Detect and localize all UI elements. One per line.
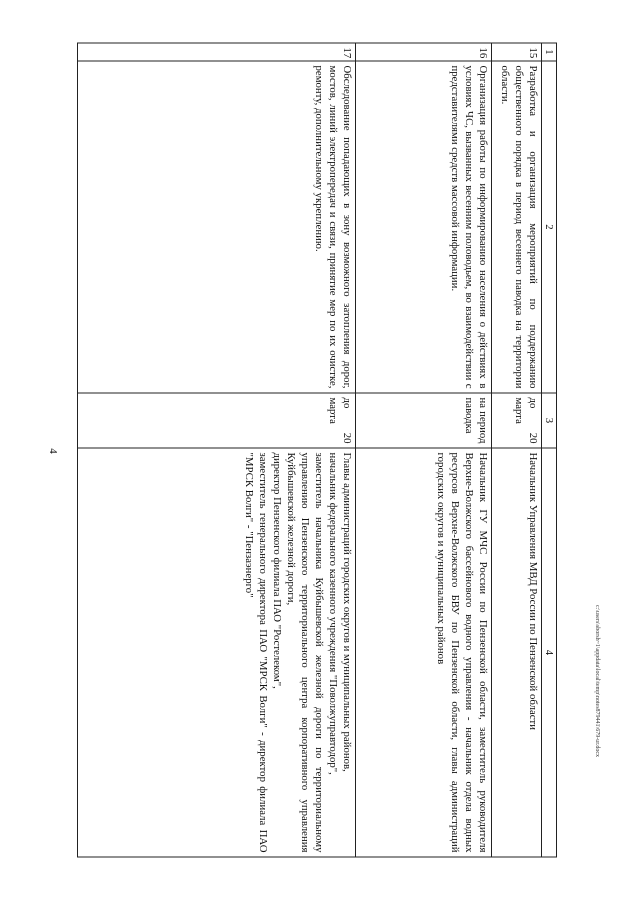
row-number: 17 [78,43,356,61]
row-deadline: до 20 марта [78,393,356,448]
responsible-line: заместитель генерального директора ПАО "МРСК Волги" - директор филиала ПАО "МРСК Волги" - "Пензаэнерго" [243,452,269,853]
row-number: 15 [492,43,542,61]
row-action: Разработка и организация мероприятий по поддержанию общественного порядка в период весеннего паводка на территории области. [492,61,542,393]
table-header-row [542,43,557,857]
responsible-line: директор Пензенского филиала ПАО "Ростелеком", [271,452,283,689]
header-col-2: 2 [542,61,557,393]
rotated-page-content [77,43,557,858]
measures-table [77,43,557,858]
row-action: Обследование попадающих в зону возможного затопления дорог, мостов, линий электропередач и связи, принятие мер по их очистке, ремонту, дополнительному укреплению. [78,61,356,393]
page-number: 4 [47,448,59,454]
footer-file-path: c:\users\sborsh~1\appdata\local\temp\notes879441\679-ur.docx [594,604,600,758]
responsible-line: заместитель начальника Куйбышевской железной дороги по территориальному управлению Пензенского территориального центра корпоративного управления Куйбышевской железной дороги, [285,452,325,853]
row-number: 16 [356,43,492,61]
header-col-1: 1 [542,43,557,61]
table-row [356,43,492,857]
responsible-line: начальник федерального казенного учреждения "Поволжуправтодор", [327,452,339,775]
row-responsible [492,448,542,857]
row-responsible [78,448,356,857]
header-col-3: 3 [542,393,557,448]
table-row [78,43,356,857]
row-responsible [356,448,492,857]
table-row [492,43,542,857]
responsible-line: Главы администраций городских округов и муниципальных районов, [341,452,353,772]
responsible-line: Начальник ГУ МЧС России по Пензенской области, заместитель руководителя Верхне-Волжского бассейнового водного управления - начальник отдела водных ресурсов Верхне-Волжского БВУ по Пензенской области, главы администраций городских округов и муниципальных районов [435,452,489,853]
row-deadline: на период паводка [356,393,492,448]
header-col-4: 4 [542,448,557,857]
row-action: Организация работы по информированию населения о действиях в условиях ЧС, вызванных весенним половодьем, во взаимодействии с представителями средств массовой информации. [356,61,492,393]
row-deadline: до 20 марта [492,393,542,448]
responsible-line: Начальник Управления МВД России по Пензенской области [527,452,539,731]
